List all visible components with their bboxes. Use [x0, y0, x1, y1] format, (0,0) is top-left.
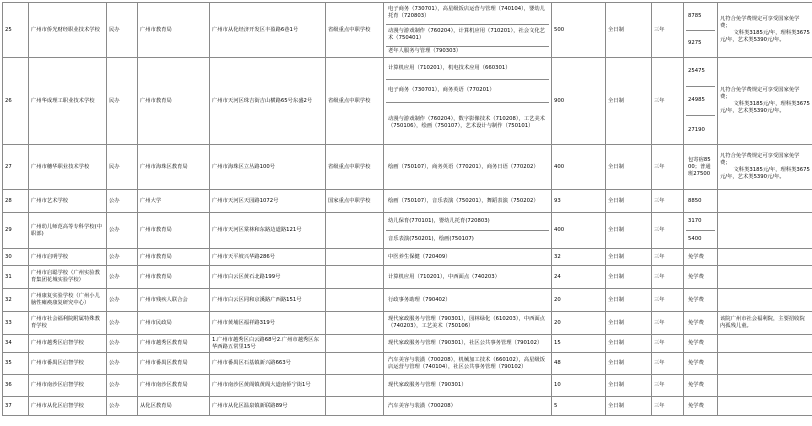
school-address: 广州市从化区温泉镇新联路89号	[210, 397, 326, 416]
enrollment-plan: 48	[552, 353, 606, 375]
major-item: 现代家政服务与管理（790301），社区公共事务管理（790102）	[388, 340, 543, 346]
row-number: 31	[3, 266, 29, 289]
row-number: 33	[3, 312, 29, 335]
major-item: 计算机应用（710201），中西面点（740203）	[388, 273, 500, 280]
row-number: 27	[3, 145, 29, 190]
remark	[718, 289, 812, 312]
fee-item: 包寄宿8500；普通班27500	[688, 156, 711, 177]
fees-list	[684, 266, 718, 289]
study-years: 三年	[652, 249, 684, 266]
fee-item: 免学费	[688, 273, 704, 280]
school-name: 广州幼儿师范高等专科学校(中职部)	[29, 213, 107, 249]
fee-item: 24985	[686, 86, 715, 116]
supervising-department: 广州市教育局	[138, 213, 210, 249]
enrollment-plan: 5	[552, 397, 606, 416]
supervising-department: 广州市民政局	[138, 312, 210, 335]
school-name: 广州市启聪学校（广州实验教育集团花城实验学校）	[29, 266, 107, 289]
fee-item: 免学费	[688, 360, 704, 366]
fee-item: 免学费	[688, 340, 704, 346]
enrollment-plan: 15	[552, 335, 606, 353]
table-row	[3, 397, 812, 416]
row-number: 34	[3, 335, 29, 353]
row-number: 35	[3, 353, 29, 375]
study-years: 三年	[652, 335, 684, 353]
supervising-department: 广州市南沙区教育局	[138, 375, 210, 397]
school-grade	[326, 335, 384, 353]
fees-list	[684, 190, 718, 213]
school-name: 广州华成理工职业技术学校	[29, 58, 107, 145]
supervising-department: 从化区教育局	[138, 397, 210, 416]
row-number: 37	[3, 397, 29, 416]
major-item: 现代家政服务与管理（790301）	[388, 382, 467, 388]
table-row	[3, 353, 812, 375]
remark	[718, 249, 812, 266]
fees-list	[684, 353, 718, 375]
remark	[718, 266, 812, 289]
school-nature: 公办	[107, 375, 138, 397]
study-mode: 全日制	[606, 397, 652, 416]
study-years: 三年	[652, 353, 684, 375]
enrollment-plan: 400	[552, 145, 606, 190]
row-number: 25	[3, 3, 29, 58]
table-row	[3, 312, 812, 335]
major-item: 幼儿保育(770101)，婴幼儿托育(720803)	[386, 213, 549, 231]
school-name: 广州市从化区启智学校	[29, 397, 107, 416]
major-item: 绘画（750107），音乐表演（750201），舞蹈表演（750202）	[388, 197, 539, 204]
fee-item: 9275	[688, 40, 702, 47]
school-name: 广州市艺术学校	[29, 190, 107, 213]
supervising-department: 广州市教育局	[138, 58, 210, 145]
school-address: 广州市天河区天园路1072号	[210, 190, 326, 213]
fee-item: 免学费	[688, 402, 704, 409]
study-years: 三年	[652, 375, 684, 397]
school-grade: 国家重点中职学校	[326, 190, 384, 213]
row-number: 30	[3, 249, 29, 266]
study-mode: 全日制	[606, 190, 652, 213]
major-item: 音乐表演(750201)，绘画(750107)	[388, 236, 474, 242]
major-item: 动漫与游戏制作（760204），数字影像技术（710208），工艺美术（750106），绘画（750107），艺术设计与制作（750101）	[388, 116, 545, 130]
majors-list	[384, 190, 552, 213]
supervising-department: 广州市教育局	[138, 266, 210, 289]
enrollment-plan: 20	[552, 312, 606, 335]
fees-list	[684, 3, 718, 58]
study-years: 三年	[652, 312, 684, 335]
school-grade	[326, 289, 384, 312]
fees-list	[684, 289, 718, 312]
fees-list	[684, 335, 718, 353]
study-mode: 全日制	[606, 289, 652, 312]
fee-item: 5400	[688, 236, 702, 242]
remark	[718, 353, 812, 375]
supervising-department: 广州大学	[138, 190, 210, 213]
table-row	[3, 3, 812, 58]
school-name: 广州市南沙区启智学校	[29, 375, 107, 397]
school-name: 广州市越秀区启智学校	[29, 335, 107, 353]
study-years: 三年	[652, 190, 684, 213]
school-address: 广州市白云区黄石北路199号	[210, 266, 326, 289]
enrollment-plan: 900	[552, 58, 606, 145]
fee-item: 免学费	[688, 296, 704, 303]
study-years: 三年	[652, 213, 684, 249]
enrollment-plan: 24	[552, 266, 606, 289]
major-item: 绘画（750107），商务英语（770201），商务日语（770202）	[388, 163, 539, 170]
enrollment-plan: 93	[552, 190, 606, 213]
school-nature: 民办	[107, 3, 138, 58]
study-mode: 全日制	[606, 145, 652, 190]
school-grade	[326, 312, 384, 335]
study-years: 三年	[652, 3, 684, 58]
majors-list	[384, 266, 552, 289]
study-mode: 全日制	[606, 353, 652, 375]
fees-list	[684, 249, 718, 266]
school-address: 1.广州市越秀区白云路68号2.广州市越秀区东华西路五常里15号	[210, 335, 326, 353]
school-grade	[326, 266, 384, 289]
remark	[718, 213, 812, 249]
school-address: 广州市天河区棠林和东路边道路121号	[210, 213, 326, 249]
school-grade	[326, 397, 384, 416]
major-item: 动漫与游戏制作（760204），计算机应用（710201），社会文化艺术（750401）	[386, 24, 549, 46]
table-row	[3, 145, 812, 190]
remark	[718, 190, 812, 213]
majors-list	[384, 289, 552, 312]
school-grade: 省级重点中职学校	[326, 58, 384, 145]
study-mode: 全日制	[606, 58, 652, 145]
school-grade	[326, 213, 384, 249]
school-name: 广州市社会福利院附属特殊教育学校	[29, 312, 107, 335]
school-name: 广州市穗华职业技术学校	[29, 145, 107, 190]
table-row	[3, 375, 812, 397]
fees-list	[684, 397, 718, 416]
majors-list	[384, 375, 552, 397]
study-mode: 全日制	[606, 249, 652, 266]
enrollment-plan: 20	[552, 289, 606, 312]
fees-list	[684, 375, 718, 397]
supervising-department: 广州市海珠区教育局	[138, 145, 210, 190]
fees-list	[684, 58, 718, 145]
row-number: 28	[3, 190, 29, 213]
study-mode: 全日制	[606, 3, 652, 58]
remark	[718, 397, 812, 416]
supervising-department: 广州市越秀区教育局	[138, 335, 210, 353]
supervising-department: 广州市番禺区教育局	[138, 353, 210, 375]
school-nature: 公办	[107, 266, 138, 289]
school-nature: 公办	[107, 312, 138, 335]
school-nature: 公办	[107, 335, 138, 353]
school-grade	[326, 375, 384, 397]
school-address: 广州市海珠区立丛路100号	[210, 145, 326, 190]
study-years: 三年	[652, 397, 684, 416]
majors-list	[384, 397, 552, 416]
majors-list	[384, 213, 552, 249]
supervising-department: 广州市教育局	[138, 3, 210, 58]
enrollment-plan: 32	[552, 249, 606, 266]
major-item: 中医养生保健（720409）	[388, 253, 451, 260]
school-address: 广州市番禺区石基镇新兴路663号	[210, 353, 326, 375]
row-number: 26	[3, 58, 29, 145]
majors-list	[384, 145, 552, 190]
study-years: 三年	[652, 266, 684, 289]
majors-list	[384, 312, 552, 335]
school-nature: 公办	[107, 213, 138, 249]
school-nature: 民办	[107, 58, 138, 145]
majors-list	[384, 3, 552, 58]
majors-list	[384, 353, 552, 375]
remark: 该院广州市社会福利院，主要招收院内孤残儿童。	[718, 312, 812, 335]
supervising-department: 广州市教育局	[138, 249, 210, 266]
school-address: 广州市从化经济开发区丰盈路6巷1号	[210, 3, 326, 58]
school-enrollment-table	[2, 2, 812, 416]
major-item: 现代家政服务与管理（790301），园林绿化（610203），中西面点（740203），工艺美术（750106）	[388, 316, 545, 329]
enrollment-plan: 400	[552, 213, 606, 249]
remark: 凡符合免学费规定可享受国家免学费； 文科类3185元/年，理科类3675元/年，艺术类5390元/年。	[718, 145, 812, 190]
study-mode: 全日制	[606, 335, 652, 353]
remark: 凡符合免学费规定可享受国家免学费； 文科类3185元/年，理科类3675元/年，艺术类5390元/年。	[718, 58, 812, 145]
school-address: 广州市黄埔区福祥路319号	[210, 312, 326, 335]
table-row	[3, 266, 812, 289]
school-address: 广州市天平坡兴华路286号	[210, 249, 326, 266]
row-number: 29	[3, 213, 29, 249]
table-row	[3, 58, 812, 145]
fee-item: 3170	[686, 213, 715, 231]
school-nature: 民办	[107, 145, 138, 190]
fee-item: 8850	[688, 197, 702, 204]
study-mode: 全日制	[606, 213, 652, 249]
study-mode: 全日制	[606, 266, 652, 289]
school-nature: 公办	[107, 353, 138, 375]
enrollment-plan: 500	[552, 3, 606, 58]
fees-list	[684, 312, 718, 335]
remark	[718, 335, 812, 353]
table-row	[3, 249, 812, 266]
major-item: 计算机应用（710201），机电技术应用（660301）	[386, 58, 549, 80]
study-years: 三年	[652, 145, 684, 190]
school-name: 广州市侨光财经职业技术学校	[29, 3, 107, 58]
school-name: 广州市番禺区启智学校	[29, 353, 107, 375]
school-name: 广州市启明学校	[29, 249, 107, 266]
remark: 凡符合免学费规定可享受国家免学费； 文科类3185元/年，理科类3675元/年，艺术类5390元/年。	[718, 3, 812, 58]
table-row	[3, 213, 812, 249]
major-item: 汽车美容与装潢（700208）	[388, 402, 456, 409]
study-years: 三年	[652, 289, 684, 312]
fee-item: 27190	[688, 126, 705, 133]
school-address: 广州市天河区珠吉街吉山横路65号东盛2号	[210, 58, 326, 145]
study-mode: 全日制	[606, 312, 652, 335]
row-number: 36	[3, 375, 29, 397]
fee-item: 免学费	[688, 382, 704, 388]
school-nature: 公办	[107, 289, 138, 312]
fee-item: 8785	[686, 3, 715, 30]
major-item: 行政事务助理（790402）	[388, 296, 451, 303]
table-row	[3, 335, 812, 353]
school-address: 广州市白云区同和京溪路广西路151号	[210, 289, 326, 312]
study-mode: 全日制	[606, 375, 652, 397]
study-years: 三年	[652, 58, 684, 145]
remark	[718, 375, 812, 397]
school-address: 广州市南沙区黄阁镇黄阁大道南侨宁街1号	[210, 375, 326, 397]
majors-list	[384, 249, 552, 266]
school-name: 广州康复实验学校（广州小儿脑性瘫痪康复研究中心）	[29, 289, 107, 312]
enrollment-plan: 10	[552, 375, 606, 397]
school-grade: 省级重点中职学校	[326, 145, 384, 190]
row-number: 32	[3, 289, 29, 312]
table-row	[3, 289, 812, 312]
fee-item: 免学费	[688, 253, 704, 260]
school-grade: 省级重点中职学校	[326, 3, 384, 58]
major-item: 电子商务（730701），高星级饭店运营与管理（740104），婴幼儿托育（720803）	[386, 3, 549, 24]
school-nature: 公办	[107, 249, 138, 266]
fee-item: 25475	[686, 58, 715, 86]
majors-list	[384, 335, 552, 353]
major-item: 老年人服务与管理（790303）	[388, 48, 462, 55]
school-nature: 公办	[107, 190, 138, 213]
table-row	[3, 190, 812, 213]
fees-list	[684, 213, 718, 249]
school-grade	[326, 249, 384, 266]
major-item: 电子商务（730701），商务英语（770201）	[386, 80, 549, 103]
majors-list	[384, 58, 552, 145]
supervising-department: 广州市残疾人联合会	[138, 289, 210, 312]
fee-item: 免学费	[688, 319, 704, 326]
school-grade	[326, 353, 384, 375]
school-nature: 公办	[107, 397, 138, 416]
fees-list	[684, 145, 718, 190]
major-item: 汽车美容与装潢（700208），机械加工技术（660102），高星级饭店运营与管理（740104），社区公共事务管理（790102）	[388, 356, 545, 370]
